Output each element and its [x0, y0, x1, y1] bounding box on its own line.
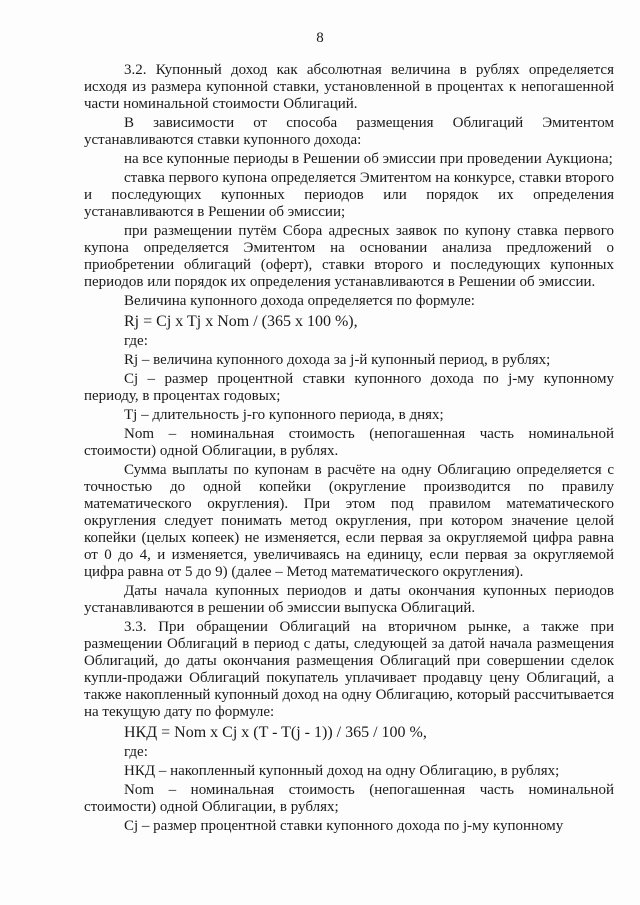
- paragraph: Nom – номинальная стоимость (непогашенная часть номинальной стоимости) одной Облигации, в рублях;: [84, 782, 614, 815]
- paragraph: Даты начала купонных периодов и даты окончания купонных периодов устанавливаются в решении об эмиссии выпуска Облигаций.: [84, 583, 614, 616]
- paragraph: Cj – размер процентной ставки купонного дохода по j-му купонному периоду, в процентах годовых;: [84, 371, 614, 404]
- document-body: [84, 62, 614, 837]
- paragraph: НКД – накопленный купонный доход на одну Облигацию, в рублях;: [124, 763, 560, 779]
- paragraph: ставка первого купона определяется Эмитентом на конкурсе, ставки второго и последующих купонных периодов или порядок их определения устанавливаются в Решении об эмиссии;: [84, 170, 614, 220]
- paragraph: 3.2. Купонный доход как абсолютная величина в рублях определяется исходя из размера купонной ставки, установленной в процентах к непогашенной части номинальной стоимости Облигаций.: [84, 62, 614, 112]
- formula: Rj = Cj x Tj x Nom / (365 x 100 %),: [124, 313, 358, 330]
- paragraph: 3.3. При обращении Облигаций на вторичном рынке, а также при размещении Облигаций в период с даты, следующей за датой начала размещения Облигаций, до даты окончания размещения Облигаций при совершении сделок купли-продажи Облигаций покупатель уплачивает продавцу цену Облигаций, а также накопленный купонный доход на одну Облигацию, который рассчитывается на текущую дату по формуле:: [84, 619, 614, 720]
- paragraph: где:: [124, 744, 148, 760]
- paragraph: Величина купонного дохода определяется по формуле:: [124, 293, 475, 309]
- formula: НКД = Nom x Cj x (T - T(j - 1)) / 365 / 100 %,: [124, 724, 427, 741]
- page-number: 8: [316, 30, 324, 46]
- paragraph: Сумма выплаты по купонам в расчёте на одну Облигацию определяется с точностью до одной копейки (округление производится по правилу математического округления). При этом под правилом математического округления следует понимать метод округления, при котором значение целой копейки (целых копеек) не изменяется, если первая за округляемой цифра равна от 0 до 4, и изменяется, увеличиваясь на единицу, если первая за округляемой цифра равна от 5 до 9) (далее – Метод математического округления).: [84, 462, 614, 580]
- paragraph: Cj – размер процентной ставки купонного дохода по j-му купонному: [124, 818, 564, 834]
- paragraph: Tj – длительность j-го купонного периода, в днях;: [124, 407, 444, 423]
- paragraph: В зависимости от способа размещения Облигаций Эмитентом устанавливаются ставки купонного дохода:: [84, 115, 614, 148]
- paragraph: где:: [124, 333, 148, 349]
- paragraph: при размещении путём Сбора адресных заявок по купону ставка первого купона определяется Эмитентом на основании анализа предложений о приобретении облигаций (оферт), ставки второго и последующих купонных периодов или порядок их определения устанавливаются в Решении об эмиссии.: [84, 223, 614, 290]
- paragraph: Rj – величина купонного дохода за j-й купонный период, в рублях;: [124, 352, 551, 368]
- paragraph: на все купонные периоды в Решении об эмиссии при проведении Аукциона;: [124, 151, 613, 167]
- paragraph: Nom – номинальная стоимость (непогашенная часть номинальной стоимости) одной Облигации, в рублях.: [84, 426, 614, 459]
